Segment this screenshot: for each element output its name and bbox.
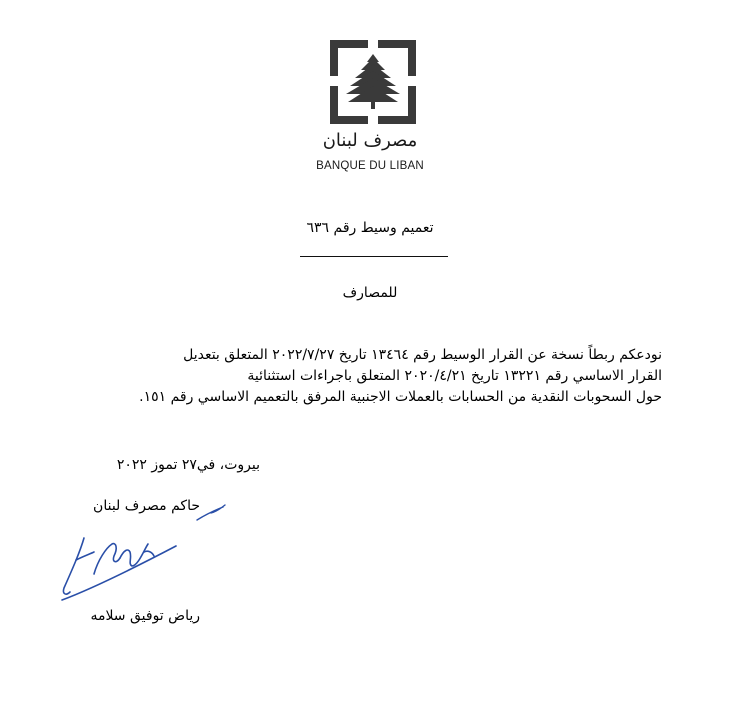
bank-name-french: BANQUE DU LIBAN bbox=[316, 160, 424, 172]
body-line: حول السحوبات النقدية من الحسابات بالعملات الاجنبية المرفق بالتعميم الاساسي رقم ١٥١. bbox=[139, 389, 662, 405]
date-place-line: بيروت، في٢٧ تموز ٢٠٢٢ bbox=[116, 457, 260, 473]
signatory-name: رياض توفيق سلامه bbox=[90, 608, 200, 624]
cedar-tree-in-frame-icon bbox=[330, 40, 416, 124]
title-underline bbox=[300, 256, 448, 257]
bank-name-arabic: مصرف لبنان bbox=[322, 130, 418, 151]
signatory-title: حاكم مصرف لبنان bbox=[93, 498, 200, 514]
recipients-line: للمصارف bbox=[342, 285, 398, 301]
signature-flourish bbox=[195, 503, 227, 523]
circular-body bbox=[78, 345, 662, 408]
body-line: القرار الاساسي رقم ١٣٢٢١ تاريخ ٢٠٢٠/٤/٢١ المتعلق باجراءات استثنائية bbox=[247, 368, 662, 384]
handwritten-signature bbox=[54, 530, 184, 606]
circular-title: تعميم وسيط رقم ٦٣٦ bbox=[306, 220, 434, 236]
body-line: نودعكم ربطاً نسخة عن القرار الوسيط رقم ١٣٤٦٤ تاريخ ٢٠٢٢/٧/٢٧ المتعلق بتعديل bbox=[183, 347, 662, 363]
